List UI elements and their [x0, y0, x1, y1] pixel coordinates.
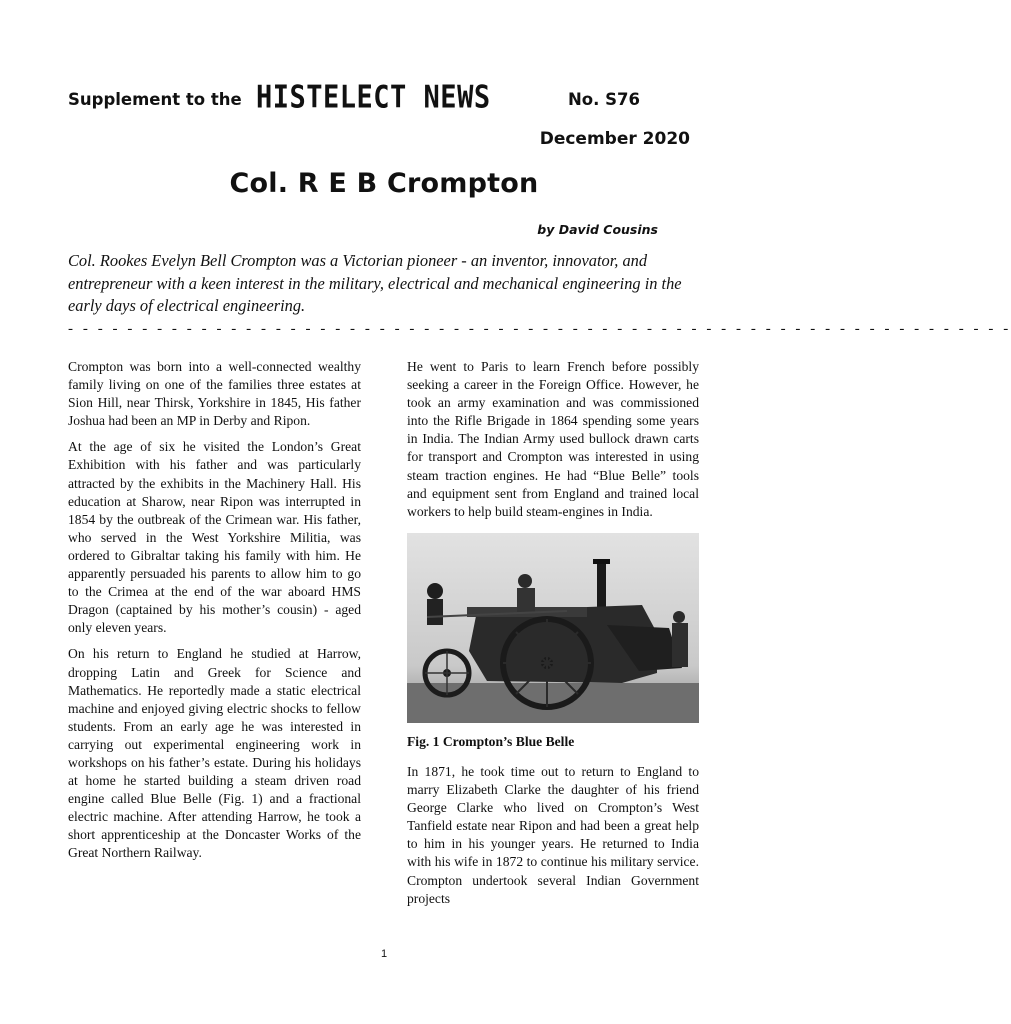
- left-column: [68, 358, 361, 871]
- article-abstract: Col. Rookes Evelyn Bell Crompton was a Victorian pioneer - an inventor, innovator, and entrepreneur with a keen interest in the military, electrical and mechanical engineering in the early days of electrical engineering.: [68, 251, 682, 315]
- separator-line: - - - - - - - - - - - - - - - - - - - - - - - - - - - - - - - - - - - - - - - - - - - - - - - - - - - - - - - - - - - - - - - -: [68, 321, 1011, 337]
- paragraph: He went to Paris to learn French before possibly seeking a career in the Foreign Office. However, he took an army examination and was commissioned into the Rifle Brigade in 1864 spending some years in India. The Indian Army used bullock drawn carts for transport and Crompton was interested in using steam traction engines. He had “Blue Belle” tools and equipment sent from England and trained local workers to help build steam-engines in India.: [407, 359, 699, 519]
- paragraph: Crompton was born into a well-connected wealthy family living on one of the families three estates at Sion Hill, near Thirsk, Yorkshire in 1845, His father Joshua had been an MP in Derby and Ripon.: [68, 359, 361, 429]
- supplement-label: Supplement to the: [68, 90, 242, 109]
- article-title: Col. R E B Crompton: [229, 168, 539, 199]
- figure-caption: Fig. 1 Crompton’s Blue Belle: [407, 733, 575, 749]
- paragraph: At the age of six he visited the London’s Great Exhibition with his father and was particularly attracted by the exhibits in the Machinery Hall. His education at Sharow, near Ripon was interrupted in 1854 by the outbreak of the Crimean war. His father, who served in the West Yorkshire Militia, was ordered to Gibraltar taking his family with him. He apparently persuaded his parents to allow him to go to the Crimea at the end of the war aboard HMS Dragon (captained by his mother’s cousin) - aged only eleven years.: [68, 439, 361, 636]
- publication-name: HISTELECT NEWS: [256, 80, 491, 116]
- issue-date: December 2020: [539, 129, 690, 149]
- issue-number: No. S76: [568, 90, 641, 109]
- right-column: [407, 358, 699, 916]
- paragraph: In 1871, he took time out to return to England to marry Elizabeth Clarke the daughter of his friend George Clarke who lived on Crompton’s West Tanfield estate near Ripon and had been a great help to him in his younger years. He returned to India with his wife in 1872 to continue his military service. Crompton undertook several Indian Government projects: [407, 763, 699, 906]
- byline: by David Cousins: [537, 222, 658, 237]
- blue-belle-photo: [407, 533, 699, 723]
- page-number: 1: [380, 948, 388, 960]
- masthead: [68, 80, 708, 120]
- paragraph: On his return to England he studied at Harrow, dropping Latin and Greek for Science and Mathematics. He reportedly made a static electrical machine and enjoyed giving electric shocks to fellow students. From an early age he was interested in carrying out experimental engineering work in workshops on his father’s estate. During his holidays at home he started building a steam driven road engine called Blue Belle (Fig. 1) and a fractional electric machine. After attending Harrow, he took a short apprenticeship at the Doncaster Works of the Great Northern Railway.: [68, 646, 361, 861]
